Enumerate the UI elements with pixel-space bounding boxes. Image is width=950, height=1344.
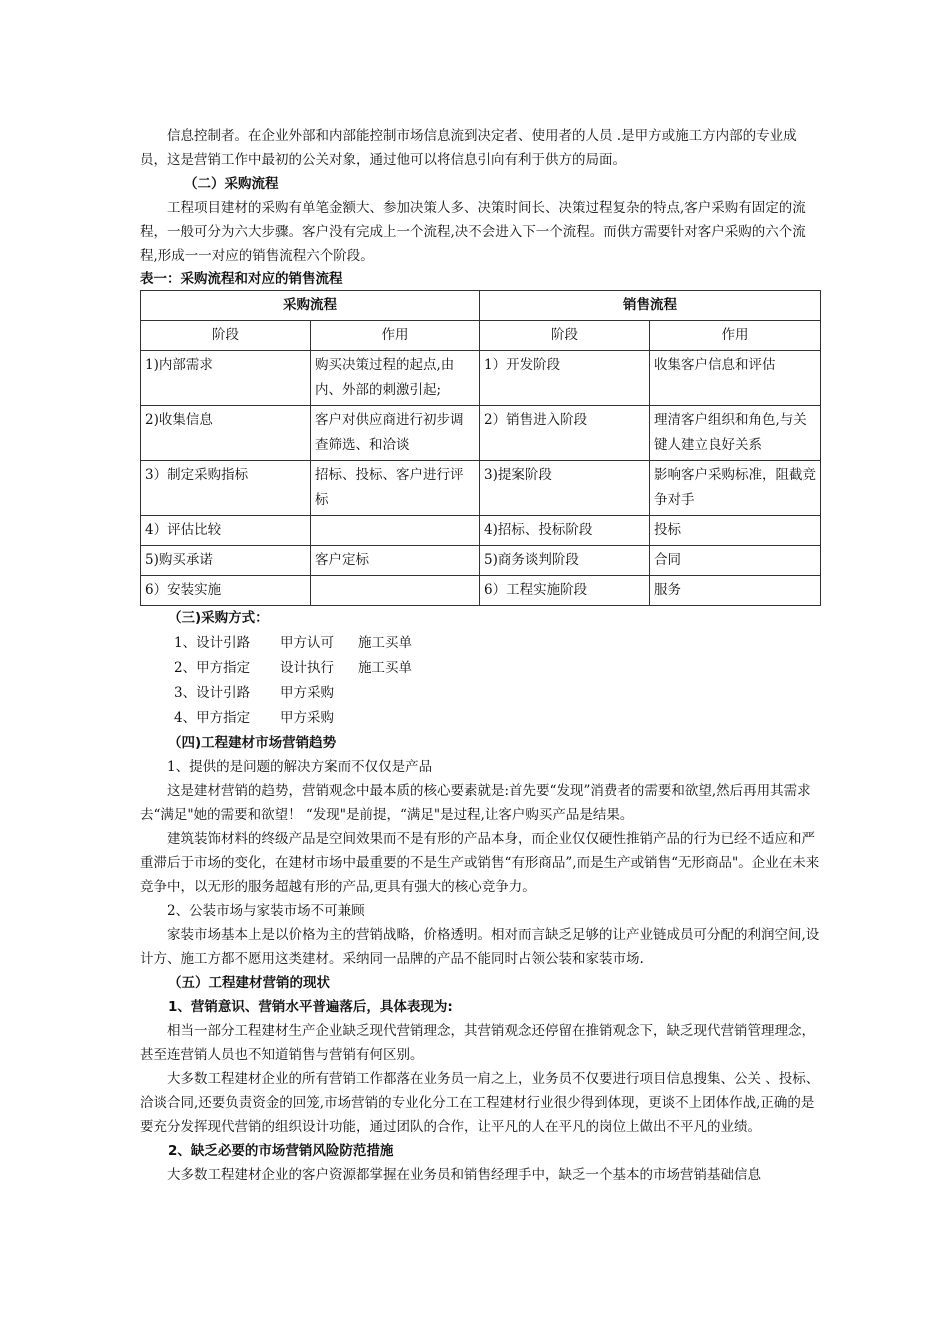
- table-cell: 6）工程实施阶段: [480, 576, 650, 606]
- table-cell: 6）安装实施: [141, 576, 311, 606]
- table-row: [141, 406, 821, 461]
- method-text: 甲方采购: [280, 710, 334, 726]
- paragraph-status-2: 大多数工程建材企业的所有营销工作都落在业务员一肩之上，业务员不仅要进行项目信息搜集、公关 、投标、洽谈合同,还要负责资金的回笼,市场营销的专业化分工在工程建材行业很少得到体现，更谈不上团体作战,正确的是要充分发挥现代营销的组织设计功能，通过团队的合作，让平凡的人在平凡的岗位上做出不平凡的业绩。: [140, 1071, 820, 1135]
- table-cell: 客户对供应商进行初步调查筛选、和洽谈: [311, 406, 480, 461]
- list-item: [140, 681, 820, 706]
- method-text: 施工买单: [358, 635, 412, 651]
- table-row: [141, 461, 821, 516]
- table-cell: [311, 576, 480, 606]
- table-cell: 4)招标、投标阶段: [480, 516, 650, 546]
- subheading-markets: 2、公装市场与家装市场不可兼顾: [167, 903, 365, 919]
- list-item: [140, 656, 820, 681]
- subheading-solution: 1、提供的是问题的解决方案而不仅仅是产品: [167, 759, 433, 775]
- header-sales-process: 销售流程: [480, 291, 821, 321]
- table-group-header-row: [141, 291, 821, 321]
- table-cell: 理清客户组织和角色,与关键人建立良好关系: [650, 406, 821, 461]
- table-cell: 2）销售进入阶段: [480, 406, 650, 461]
- method-text: 甲方认可: [280, 635, 334, 651]
- header-purchase-process: 采购流程: [141, 291, 480, 321]
- method-text: 2、甲方指定: [174, 660, 251, 676]
- table-cell: 3)提案阶段: [480, 461, 650, 516]
- table-row: [141, 516, 821, 546]
- header-role: 作用: [650, 321, 821, 351]
- table-caption: 表一：采购流程和对应的销售流程: [140, 271, 343, 287]
- heading-purchase-process: （二）采购流程: [184, 176, 279, 192]
- table-cell: 3）制定采购指标: [141, 461, 311, 516]
- paragraph-purchase-process: 工程项目建材的采购有单笔金额大、参加决策人多、决策时间长、决策过程复杂的特点,客户采购有固定的流程，一般可分为六大步骤。客户没有完成上一个流程,决不会进入下一个流程。而供方需要针对客户采购的六个流程,形成一一对应的销售流程六个阶段。: [140, 200, 806, 264]
- method-text: 1、设计引路: [174, 635, 251, 651]
- heading-current-status: （五）工程建材营销的现状: [168, 975, 330, 991]
- table-row: [141, 351, 821, 406]
- table-cell: 合同: [650, 546, 821, 576]
- method-text: 4、甲方指定: [174, 710, 251, 726]
- table-sub-header-row: [141, 321, 821, 351]
- paragraph-trend-1: 这是建材营销的趋势，营销观念中最本质的核心要素就是:首先要“发现”消费者的需要和欲望,然后再用其需求去“满足"她的需要和欲望！ “发现"是前提，“满足"是过程,让客户购买产品是结果。: [140, 783, 811, 823]
- table-cell: 5)商务谈判阶段: [480, 546, 650, 576]
- paragraph-status-3: 大多数工程建材企业的客户资源都掌握在业务员和销售经理手中，缺乏一个基本的市场营销基础信息: [167, 1167, 761, 1183]
- process-table: [140, 290, 821, 606]
- table-row: [141, 546, 821, 576]
- list-item: [140, 706, 820, 731]
- paragraph-status-1: 相当一部分工程建材生产企业缺乏现代营销理念，其营销观念还停留在推销观念下，缺乏现代营销管理理念，甚至连营销人员也不知道销售与营销有何区别。: [140, 1023, 815, 1063]
- paragraph-trend-2: 建筑装饰材料的终级产品是空间效果而不是有形的产品本身，而企业仅仅硬性推销产品的行为已经不适应和严重滞后于市场的变化，在建材市场中最重要的不是生产或销售“有形商品”,而是生产或销售“无形商品"。企业在未来竞争中，以无形的服务超越有形的产品,更具有强大的核心竞争力。: [140, 831, 820, 895]
- document-body: [140, 124, 820, 1187]
- table-row: [141, 576, 821, 606]
- heading-purchase-methods: （三)采购方式：: [168, 610, 269, 626]
- table-cell: 5)购买承诺: [141, 546, 311, 576]
- table-cell: 收集客户信息和评估: [650, 351, 821, 406]
- method-text: 甲方采购: [280, 685, 334, 701]
- header-stage: 阶段: [480, 321, 650, 351]
- table-cell: 服务: [650, 576, 821, 606]
- table-cell: 投标: [650, 516, 821, 546]
- header-role: 作用: [311, 321, 480, 351]
- paragraph-info-controller: 信息控制者。在企业外部和内部能控制市场信息流到决定者、使用者的人员 .是甲方或施工方内部的专业成员，这是营销工作中最初的公关对象，通过他可以将信息引向有利于供方的局面。: [140, 128, 797, 168]
- table-cell: 1）开发阶段: [480, 351, 650, 406]
- table-cell: 客户定标: [311, 546, 480, 576]
- subheading-awareness: 1、营销意识、营销水平普遍落后，具体表现为:: [168, 999, 453, 1015]
- table-cell: 影响客户采购标准，阻截竞争对手: [650, 461, 821, 516]
- table-cell: 4）评估比较: [141, 516, 311, 546]
- subheading-risk: 2、缺乏必要的市场营销风险防范措施: [168, 1143, 394, 1159]
- table-cell: 招标、投标、客户进行评标: [311, 461, 480, 516]
- heading-market-trend: （四)工程建材市场营销趋势: [168, 735, 337, 751]
- table-cell: 购买决策过程的起点,由内、外部的刺激引起;: [311, 351, 480, 406]
- table-cell: 1)内部需求: [141, 351, 311, 406]
- paragraph-trend-3: 家装市场基本上是以价格为主的营销战略，价格透明。相对而言缺乏足够的让产业链成员可分配的利润空间,设计方、施工方都不愿用这类建材。采纳同一品牌的产品不能同时占领公装和家装市场.: [140, 927, 820, 967]
- method-text: 设计执行: [280, 660, 334, 676]
- header-stage: 阶段: [141, 321, 311, 351]
- method-text: 3、设计引路: [174, 685, 251, 701]
- table-cell: 2)收集信息: [141, 406, 311, 461]
- method-text: 施工买单: [358, 660, 412, 676]
- list-item: [140, 631, 820, 656]
- table-cell: [311, 516, 480, 546]
